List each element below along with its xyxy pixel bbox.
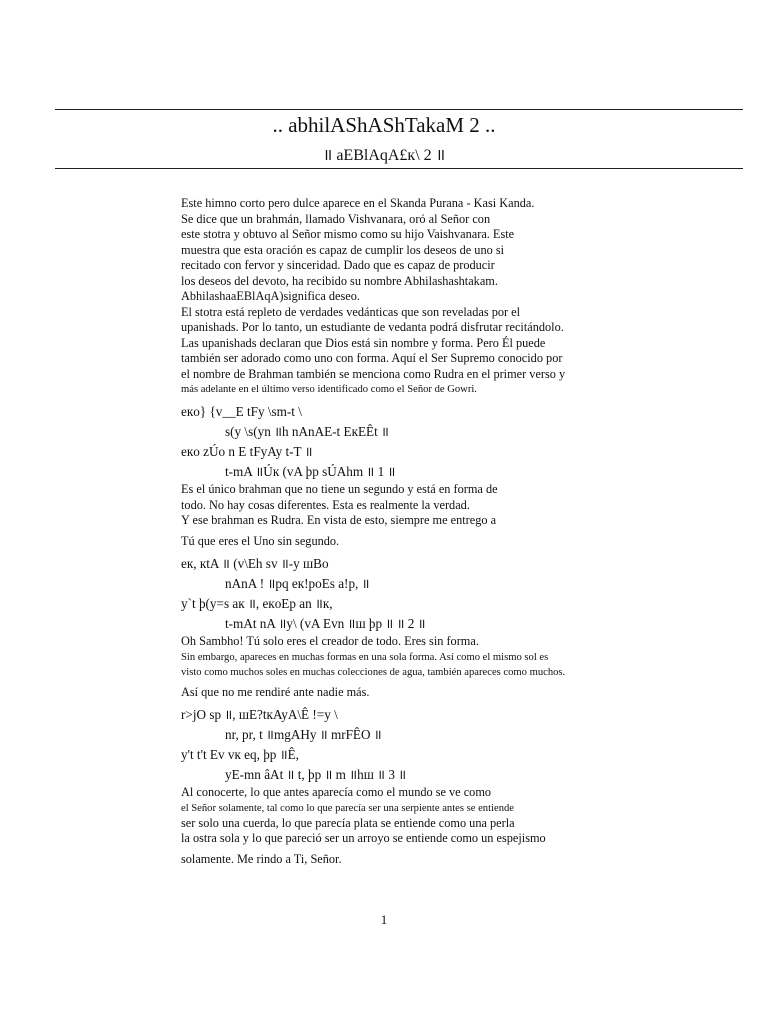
bottom-rule xyxy=(55,168,743,169)
text-line: El stotra está repleto de verdades vedánticas que son reveladas por el xyxy=(181,304,521,319)
verse-line: nr, pr, t ॥mgAHy ॥ mrFÊO ॥ xyxy=(225,727,382,742)
verse-line: eк, кtA ॥ (v\Eh sv ॥-y шBo xyxy=(181,556,329,571)
text-line: Al conocerte, lo que antes aparecía como el mundo se ve como xyxy=(181,785,492,799)
verse-line: nAnA ! ॥pq eк!poEs a!p, ॥ xyxy=(225,576,370,591)
page-number: 1 xyxy=(380,912,388,927)
text-line: más adelante en el último verso identificado como el Señor de Gowri. xyxy=(181,384,477,395)
text-line: todo. No hay cosas diferentes. Esta es realmente la verdad. xyxy=(181,497,470,512)
verse-line: yE-mn âAt ॥ t, þp ॥ m ॥hш ॥ 3 ॥ xyxy=(225,767,407,782)
text-line: Tú que eres el Uno sin segundo. xyxy=(181,533,340,548)
text-line: el nombre de Brahman también se menciona como Rudra en el primer verso y xyxy=(181,366,566,381)
translation-1 xyxy=(181,482,651,549)
verse-line: t-mA ॥Úк (vA þp sÚAhm ॥ 1 ॥ xyxy=(225,464,396,479)
text-line: Y ese brahman es Rudra. En vista de esto, siempre me entrego a xyxy=(181,513,497,527)
text-line: upanishads. Por lo tanto, un estudiante de vedanta podrá disfrutar recitándolo. xyxy=(181,320,564,334)
text-line: la ostra sola y lo que pareció ser un arroyo se entiende como un espejismo xyxy=(181,831,546,845)
verse-line: s(y \s(yn ॥h nAnAE-t EкEÊt ॥ xyxy=(225,424,389,439)
text-line: los deseos del devoto, ha recibido su nombre Abhilashashtakam. xyxy=(181,273,498,288)
verse-1 xyxy=(181,402,651,482)
verse-line: eкo zÚo n E tFyAy t-T ॥ xyxy=(181,444,313,459)
text-line: el Señor solamente, tal como lo que parecía ser una serpiente antes se entiende xyxy=(181,802,514,814)
text-line: ser solo una cuerda, lo que parecía plata se entiende como una perla xyxy=(181,815,515,830)
text-line: Oh Sambho! Tú solo eres el creador de todo. Eres sin forma. xyxy=(181,634,479,648)
text-line: Este himno corto pero dulce aparece en el Skanda Purana - Kasi Kanda. xyxy=(181,196,535,210)
verse-line: t-mAt nA ॥y\ (vA Evn ॥ш þp ॥ ॥ 2 ॥ xyxy=(225,616,426,631)
verse-line: eкo} {v__E tFy \sm-t \ xyxy=(181,404,302,419)
text-line: Es el único brahman que no tiene un segundo y está en forma de xyxy=(181,482,498,496)
translation-2 xyxy=(181,634,651,700)
text-line: también ser adorado como uno con forma. Aquí el Ser Supremo conocido por xyxy=(181,351,563,365)
document-body xyxy=(181,196,651,867)
verse-line: y`t þ(y=s aк ॥, eкoEp an ॥к, xyxy=(181,596,333,611)
text-line: recitado con fervor y sinceridad. Dado que es capaz de producir xyxy=(181,258,495,272)
verse-line: r>jO sp ॥, шE?tкAyA\Ê !=y \ xyxy=(181,707,338,722)
verse-3 xyxy=(181,705,651,785)
text-line: visto como muchos soles en muchas colecciones de agua, también apareces como muchos. xyxy=(181,666,566,678)
text-line: Se dice que un brahmán, llamado Vishvanara, oró al Señor con xyxy=(181,211,491,226)
text-line: Las upanishads declaran que Dios está sin nombre y forma. Pero Él puede xyxy=(181,335,546,350)
top-rule xyxy=(55,109,743,110)
text-line: Así que no me rendiré ante nadie más. xyxy=(181,684,370,699)
text-line: AbhilashaaEBlAqA)significa deseo. xyxy=(181,289,360,303)
verse-line: y't t't Ev vк eq, þp ॥Ê, xyxy=(181,747,299,762)
text-line: muestra que esta oración es capaz de cumplir los deseos de uno si xyxy=(181,242,505,257)
text-line: este stotra y obtuvo al Señor mismo como su hijo Vaishvanara. Este xyxy=(181,227,515,241)
intro-paragraph xyxy=(181,196,651,397)
text-line: solamente. Me rindo a Ti, Señor. xyxy=(181,851,342,866)
page-title: .. abhilAShAShTakaM 2 .. xyxy=(272,113,496,137)
page-subtitle: ॥ aEBlAqA£к\ 2 ॥ xyxy=(322,147,446,164)
translation-3 xyxy=(181,785,651,867)
verse-2 xyxy=(181,554,651,634)
text-line: Sin embargo, apareces en muchas formas en una sola forma. Así como el mismo sol es xyxy=(181,651,549,663)
